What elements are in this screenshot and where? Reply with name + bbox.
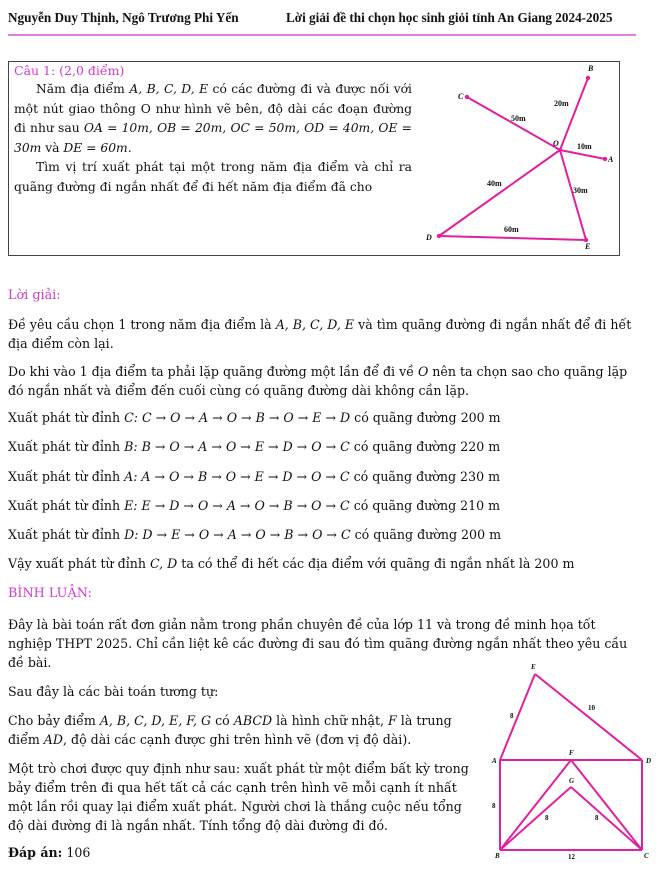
edge-od bbox=[439, 150, 560, 236]
question-p1a: Năm địa điểm bbox=[36, 82, 130, 96]
solution-p2a: Do khi vào 1 địa điểm ta phải lặp quãng đường một lần để đi về bbox=[8, 364, 418, 379]
route-path: A: A → O → B → O → E → D → O → C bbox=[124, 469, 350, 484]
route-suffix: có quãng đường 200 m bbox=[350, 410, 501, 425]
fig1-point-b: B bbox=[588, 64, 594, 73]
fig2-label-gc: 8 bbox=[595, 814, 599, 822]
comment-p3-f: F bbox=[388, 713, 397, 728]
fig1-label-oa: 10m bbox=[577, 142, 592, 151]
comment-p3-points: A, B, C, D, E, F, G bbox=[99, 713, 212, 728]
solution-p1a: Đề yêu cầu chọn 1 trong năm địa điểm là bbox=[8, 317, 276, 332]
fig2-point-f: F bbox=[569, 749, 574, 757]
fig2-point-c: C bbox=[644, 852, 649, 860]
fig2-point-b: B bbox=[495, 852, 500, 860]
route-suffix: có quãng đường 230 m bbox=[349, 469, 501, 484]
route-path: D: D → E → O → A → O → B → O → C bbox=[124, 527, 351, 542]
header-title: Lời giải đề thi chọn học sinh giỏi tỉnh An Giang 2024-2025 bbox=[286, 10, 613, 25]
comment-p3d: là trung điểm bbox=[8, 713, 452, 747]
figure-1-network bbox=[420, 62, 618, 254]
route-row bbox=[8, 469, 500, 484]
comment-paragraph-3 bbox=[8, 711, 473, 749]
fig1-label-oc: 50m bbox=[511, 114, 526, 123]
fig2-point-e: E bbox=[531, 663, 536, 671]
fig1-label-ob: 20m bbox=[554, 99, 569, 108]
route-prefix: Xuất phát từ đỉnh bbox=[8, 469, 125, 484]
comment-p1: Đây là bài toán rất đơn giản nằm trong phần chuyên đề của lớp 11 và trong đề minh họa tốt nghiệp THPT 2025. Chỉ cần liệt kê các đường đi sau đó tìm quãng đường ngắn nhất theo yêu cầu đề bài. bbox=[8, 617, 628, 670]
edge-oc bbox=[467, 97, 560, 150]
edge-fb bbox=[500, 760, 571, 850]
route-row bbox=[8, 527, 501, 542]
conclusion-a: Vậy xuất phát từ đỉnh bbox=[8, 556, 150, 571]
route-row bbox=[8, 410, 501, 425]
edge-oe bbox=[560, 150, 586, 240]
solution-paragraph-2 bbox=[8, 362, 643, 400]
answer-value: 106 bbox=[62, 845, 91, 860]
question-text bbox=[14, 80, 412, 197]
fig2-label-gb: 8 bbox=[545, 814, 549, 822]
solution-label: Lời giải: bbox=[8, 288, 61, 303]
solution-paragraph-1 bbox=[8, 315, 643, 353]
answer-label: Đáp án: bbox=[8, 845, 63, 860]
fig2-point-d: D bbox=[646, 757, 652, 765]
fig2-point-a: A bbox=[492, 757, 497, 765]
fig2-label-ed: 10 bbox=[588, 704, 595, 712]
fig1-label-de: 60m bbox=[504, 225, 519, 234]
question-end: . bbox=[127, 140, 132, 155]
route-prefix: Xuất phát từ đỉnh bbox=[8, 410, 125, 425]
comment-p3c: là hình chữ nhật, bbox=[272, 713, 389, 728]
edge-gc bbox=[571, 787, 642, 850]
fig1-label-oe: 30m bbox=[573, 186, 588, 195]
route-suffix: có quãng đường 200 m bbox=[350, 527, 502, 542]
route-path: B: B → O → A → O → E → D → O → C bbox=[124, 439, 350, 454]
route-suffix: có quãng đường 220 m bbox=[349, 439, 501, 454]
route-row bbox=[8, 439, 500, 454]
solution-conclusion bbox=[8, 556, 574, 571]
fig1-point-a: A bbox=[608, 155, 614, 164]
comment-label: BÌNH LUẬN: bbox=[8, 586, 92, 601]
route-row bbox=[8, 498, 500, 513]
question-paragraph-2: Tìm vị trí xuất phát tại một trong năm địa điểm và chỉ ra quãng đường đi ngắn nhất để đi hết năm địa điểm đã cho bbox=[14, 160, 412, 194]
fig1-point-e: E bbox=[585, 242, 591, 251]
fig1-label-od: 40m bbox=[487, 179, 502, 188]
route-prefix: Xuất phát từ đỉnh bbox=[8, 498, 125, 513]
edge-ae bbox=[500, 674, 535, 760]
route-prefix: Xuất phát từ đỉnh bbox=[8, 527, 125, 542]
fig2-label-ae: 8 bbox=[510, 712, 514, 720]
conclusion-points: C, D bbox=[149, 556, 178, 571]
comment-p3-rect: ABCD bbox=[233, 713, 273, 728]
comment-p3e: , độ dài các cạnh được ghi trên hình vẽ (đơn vị độ dài). bbox=[63, 732, 412, 747]
question-lengths-2: DE = 60m bbox=[63, 140, 128, 155]
question-p1b: có các đường đi và được nối với một nút giao thông O như hình vẽ bên, độ dài các đoạn đường đi như sau bbox=[14, 82, 412, 135]
fig2-point-g: G bbox=[569, 777, 575, 785]
header-rule bbox=[8, 34, 636, 36]
route-prefix: Xuất phát từ đỉnh bbox=[8, 439, 125, 454]
edge-ob bbox=[560, 78, 588, 150]
question-points: A, B, C, D, E bbox=[129, 82, 209, 96]
route-path: E: E → D → O → A → O → B → O → C bbox=[124, 498, 350, 513]
fig1-point-c: C bbox=[458, 92, 464, 101]
comment-p4: Một trò chơi được quy định như sau: xuất phát từ một điểm bất kỳ trong bảy điểm trên đi qua hết tất cả các cạnh trên hình vẽ mỗi cạnh ít nhất một lần rồi quay lại điểm xuất phát. Người chơi là thắng cuộc nếu tổng độ dài đường đi là ngắn nhất. Tính tổng độ dài đường đi đó. bbox=[8, 761, 469, 833]
question-title: Câu 1: (2,0 điểm) bbox=[14, 63, 125, 78]
comment-p3b: có bbox=[211, 713, 234, 728]
route-suffix: có quãng đường 210 m bbox=[349, 498, 501, 513]
fig2-label-bc: 12 bbox=[568, 853, 575, 861]
comment-p2: Sau đây là các bài toán tương tự: bbox=[8, 684, 219, 699]
question-lengths-1: OA = 10m, OB = 20m, OC = 50m, OD = 40m, OE = 30m bbox=[14, 121, 412, 155]
route-path: C: C → O → A → O → B → O → E → D bbox=[124, 410, 351, 425]
solution-p1b: và tìm quãng đường đi ngắn nhất để đi hết địa điểm còn lại. bbox=[8, 317, 632, 351]
conclusion-b: ta có thể đi hết các địa điểm với quãng đi ngắn nhất là 200 m bbox=[177, 556, 575, 571]
solution-p2-o: O bbox=[417, 364, 429, 379]
answer-line bbox=[8, 845, 90, 860]
fig1-point-d: D bbox=[426, 233, 432, 242]
question-paragraph-1 bbox=[14, 80, 412, 158]
comment-p3a: Cho bảy điểm bbox=[8, 713, 100, 728]
fig2-label-ab: 8 bbox=[492, 802, 496, 810]
edge-gb bbox=[500, 787, 571, 850]
page-header bbox=[8, 10, 638, 26]
edge-fc bbox=[571, 760, 642, 850]
header-authors: Nguyễn Duy Thịnh, Ngô Trương Phi Yến bbox=[8, 10, 239, 25]
edge-ed bbox=[535, 674, 642, 760]
solution-p2b: nên ta chọn sao cho quãng lặp đó ngắn nhất và điểm đến cuối cùng có quãng đường dài không cần lặp. bbox=[8, 364, 628, 398]
question-and: và bbox=[41, 140, 64, 155]
fig1-point-o: O bbox=[553, 139, 559, 148]
solution-p1-points: A, B, C, D, E bbox=[275, 317, 355, 332]
comment-paragraph-4 bbox=[8, 759, 473, 835]
edge-de bbox=[439, 236, 586, 240]
edge-oa bbox=[560, 150, 605, 159]
comment-paragraph-2 bbox=[8, 682, 473, 701]
comment-p3-ad: AD bbox=[43, 732, 63, 747]
figure-2-house bbox=[490, 660, 656, 866]
